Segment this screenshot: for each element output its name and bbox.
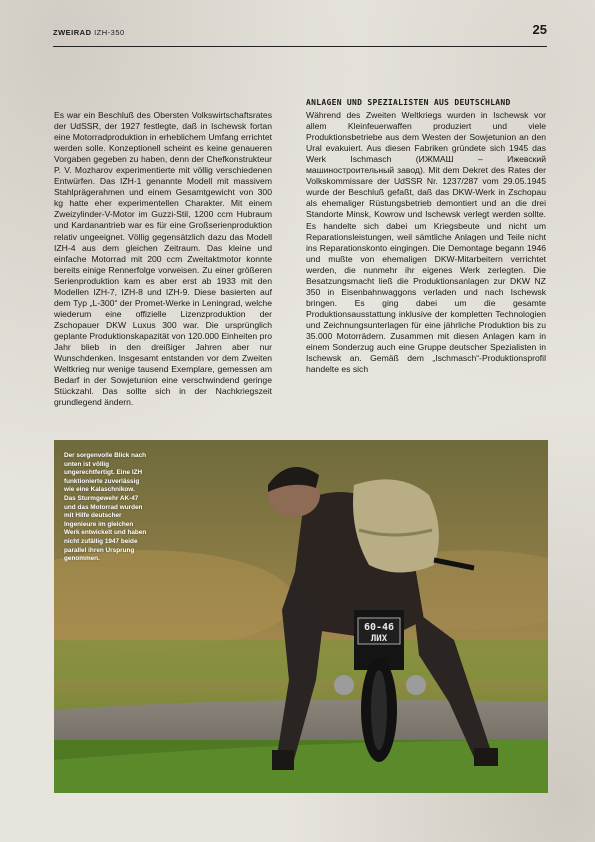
page-header <box>53 22 547 47</box>
photo-caption: Der sorgenvolle Blick nach unten ist völlig ungerechtfertigt. Eine IZH funktionierte zuverlässig wie eine Kalaschnikow. Das Sturmgewehr AK-47 und das Motorrad wurden mit Hilfe deutscher Ingenieure im gleichen Werk entwickelt und haben nicht zufällig 1947 beide parallel ihren Ursprung genommen. <box>64 452 147 563</box>
right-column-text: Während des Zweiten Weltkriegs wurden in Ischewsk vor allem Kleinfeuerwaffen produziert und viele Produktionsbetriebe aus dem Westen der Sowjetunion an den Ural evakuiert. Aus diesen Fabriken gründete sich 1945 das Werk Ischmasch (ИЖМАШ – Ижевский машиностроительный завод). Mit dem Dekret des Rates der Volkskommissare der UdSSR Nr. 1237/287 vom 29.05.1945 wurde der Beschluß gefaßt, daß das DKW-Werk in Zschopau als ehemaliger Rüstungsbetrieb demontiert und an die drei Standorte Minsk, Kowrow und Ischewsk verlegt werden sollte. Es handelte sich dabei um Kriegsbeute und nicht um Reparationsleistungen, weil sämtliche Anlagen und Teile nicht ins Reparationskonto eingingen. Die Demontage begann 1946 und mußte von ehemaligen DKW-Mitarbeitern verrichtet werden, die nunmehr ihr eigenes Werk zerlegten. Die Besatzungsmacht ließ die Produktionsanlagen zur DKW NZ 350 in Eisenbahnwaggons verladen und nach Ischewsk bringen. Es ging dabei um die gesamte Produktionsausstattung inklusive der kompletten Technologien und Zeichnungsunterlagen für eine jährliche Produktion bis zu 35.000 Motorrädern. Zusammen mit diesen Anlagen kam in einem Sonderzug auch eine Gruppe deutscher Spezialisten in Ischewsk an. Gemäß dem „Ischmasch“-Produktionsprofil handelte es sich <box>306 110 546 375</box>
right-column <box>306 97 546 375</box>
section-heading: ANLAGEN UND SPEZIALISTEN AUS DEUTSCHLAND <box>306 98 511 107</box>
page-number: 25 <box>532 22 547 37</box>
license-plate-line2: ЛИХ <box>370 634 388 644</box>
left-column <box>54 110 272 408</box>
section-kicker <box>53 28 125 37</box>
left-column-text: Es war ein Beschluß des Obersten Volkswirtschaftsrates der UdSSR, der 1927 festlegte, daß in Ischewsk fortan eine Motorradproduktion in erheblichem Umfang errichtet werden solle. Konzeptionell scheint es keine genaueren Vorgaben gegeben zu haben, denn der Chefkonstrukteur P. V. Mozharov experimentierte mit völlig verschiedenen Entwürfen. Das IZH-1 genannte Modell mit massivem Stahlprägerahmen und einem Gesamtgewicht von 300 kg hatte eher experimentellen Charakter. Mit einem Zweizylinder-V-Motor im Guzzi-Stil, 1200 ccm Hubraum und Kardanantrieb war es für eine Großserienproduktion relativ ungeeignet. Völlig gegensätzlich dazu das Modell IZH-4 aus dem gleichen Zeitraum. Das kleine und einfache Motorrad mit 200 ccm Zweitaktmotor konnte bereits einige Rennerfolge vorweisen. Zu einer größeren Serienproduktion kam es aber erst ab 1933 mit den Modellen IZH-7, IZH-8 und IZH-9. Diese basierten auf dem Typ „L-300“ der Promet-Werke in Leningrad, welche wiederum eine offizielle Lizenzproduktion der Zschopauer DKW Luxus 300 war. Die ursprünglich geplante Produktionskapazität von 120.000 Einheiten pro Jahr blieb in den dreißiger Jahren aber nur Wunschdenken. Insgesamt entstanden vor dem Zweiten Weltkrieg nur wenige tausend Exemplare, gemessen am Bedarf in der Sowjetunion eine verschwindend geringe Stückzahl. Das sollte sich in der Nachkriegszeit grundlegend ändern. <box>54 110 272 408</box>
kicker-light: IZH-350 <box>94 28 125 37</box>
kicker-bold: ZWEIRAD <box>53 28 92 37</box>
license-plate-line1: 60-46 <box>363 622 395 633</box>
